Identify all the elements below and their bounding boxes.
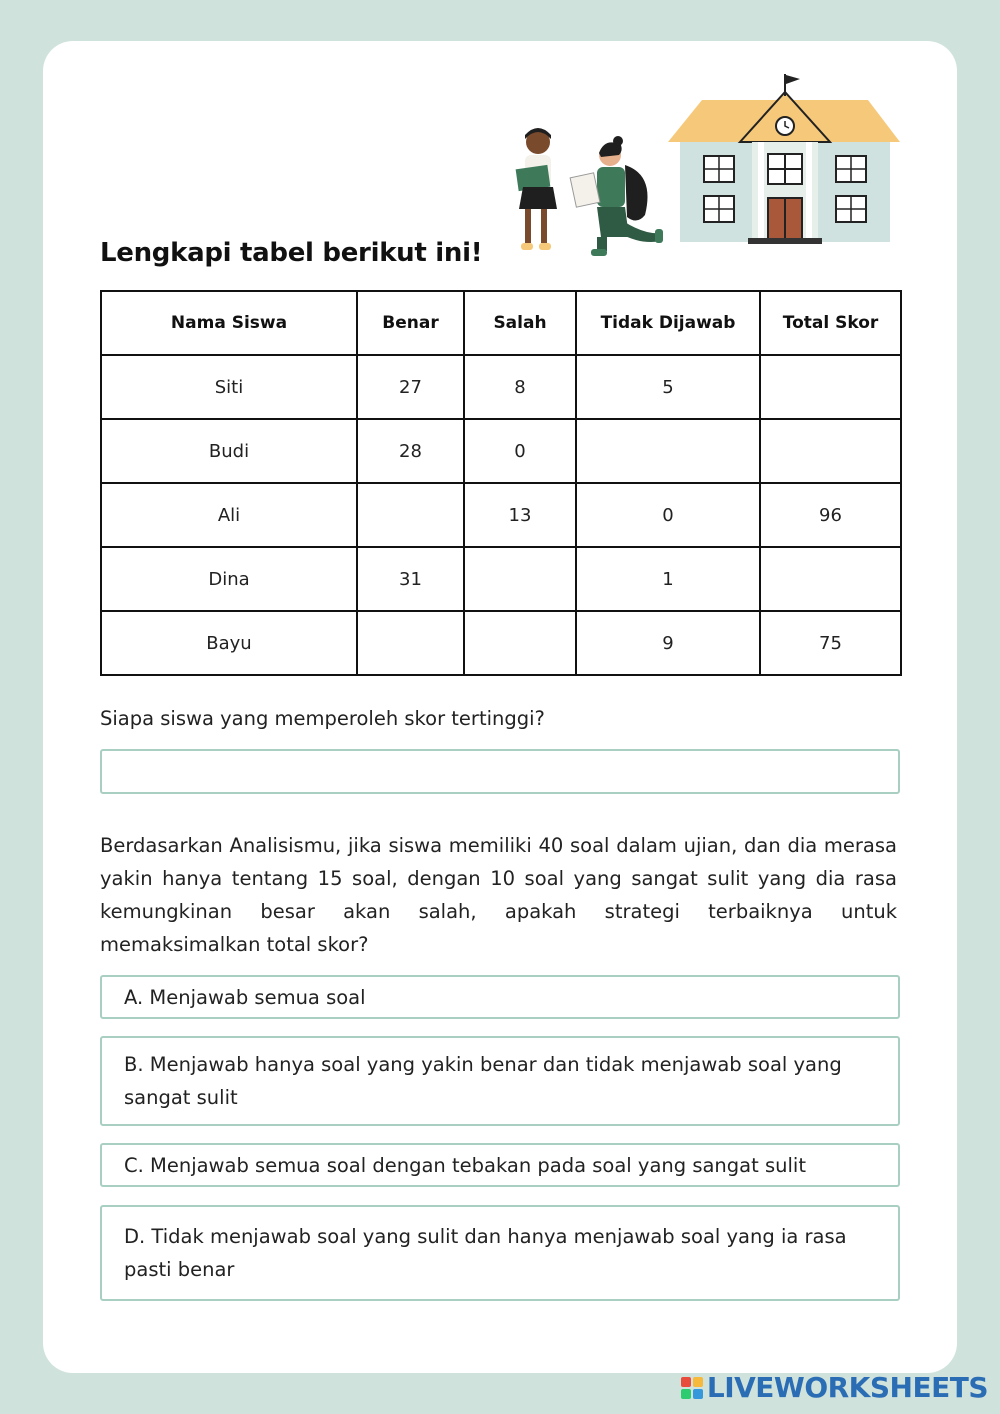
brand-name: LIVEWORKSHEETS [706, 1371, 988, 1404]
option-a[interactable]: A. Menjawab semua soal [100, 975, 900, 1019]
cell-nama: Budi [101, 419, 357, 483]
cell-benar: 31 [357, 547, 464, 611]
cell-tidak-dijawab-input[interactable] [576, 419, 760, 483]
cell-salah: 8 [464, 355, 576, 419]
cell-total-skor: 96 [760, 483, 901, 547]
cell-salah-input[interactable] [464, 547, 576, 611]
header-salah: Salah [464, 291, 576, 355]
cell-salah: 0 [464, 419, 576, 483]
option-d[interactable]: D. Tidak menjawab soal yang sulit dan hanya menjawab soal yang ia rasa pasti benar [100, 1205, 900, 1301]
cell-salah-input[interactable] [464, 611, 576, 675]
table-row [101, 355, 901, 419]
header-tidak-dijawab: Tidak Dijawab [576, 291, 760, 355]
cell-nama: Dina [101, 547, 357, 611]
cell-tidak-dijawab: 5 [576, 355, 760, 419]
cell-benar-input[interactable] [357, 611, 464, 675]
header-benar: Benar [357, 291, 464, 355]
table-row [101, 483, 901, 547]
cell-total-skor-input[interactable] [760, 355, 901, 419]
cell-tidak-dijawab: 9 [576, 611, 760, 675]
score-table [100, 290, 902, 676]
header-total-skor: Total Skor [760, 291, 901, 355]
option-c[interactable]: C. Menjawab semua soal dengan tebakan pada soal yang sangat sulit [100, 1143, 900, 1187]
table-row [101, 419, 901, 483]
liveworksheets-brand [681, 1371, 988, 1404]
cell-benar-input[interactable] [357, 483, 464, 547]
worksheet-heading: Lengkapi tabel berikut ini! [100, 238, 483, 268]
cell-total-skor-input[interactable] [760, 419, 901, 483]
cell-total-skor-input[interactable] [760, 547, 901, 611]
cell-salah: 13 [464, 483, 576, 547]
answer-input-highest-score[interactable] [100, 749, 900, 794]
table-row [101, 547, 901, 611]
cell-benar: 27 [357, 355, 464, 419]
cell-nama: Siti [101, 355, 357, 419]
cell-nama: Bayu [101, 611, 357, 675]
table-header-row [101, 291, 901, 355]
table-row [101, 611, 901, 675]
cell-total-skor: 75 [760, 611, 901, 675]
school-illustration [668, 72, 903, 250]
question-highest-score: Siapa siswa yang memperoleh skor tertinggi? [100, 707, 545, 730]
header-nama-siswa: Nama Siswa [101, 291, 357, 355]
cell-tidak-dijawab: 1 [576, 547, 760, 611]
question-strategy: Berdasarkan Analisismu, jika siswa memiliki 40 soal dalam ujian, dan dia merasa yakin hanya tentang 15 soal, dengan 10 soal yang sangat sulit yang dia rasa kemungkinan besar akan salah, apakah strategi terbaiknya untuk memaksimalkan total skor? [100, 834, 897, 956]
option-b[interactable]: B. Menjawab hanya soal yang yakin benar dan tidak menjawab soal yang sangat sulit [100, 1036, 900, 1126]
cell-tidak-dijawab: 0 [576, 483, 760, 547]
cell-nama: Ali [101, 483, 357, 547]
cell-benar: 28 [357, 419, 464, 483]
liveworksheets-logo-icon [681, 1377, 703, 1399]
students-illustration [505, 125, 670, 265]
